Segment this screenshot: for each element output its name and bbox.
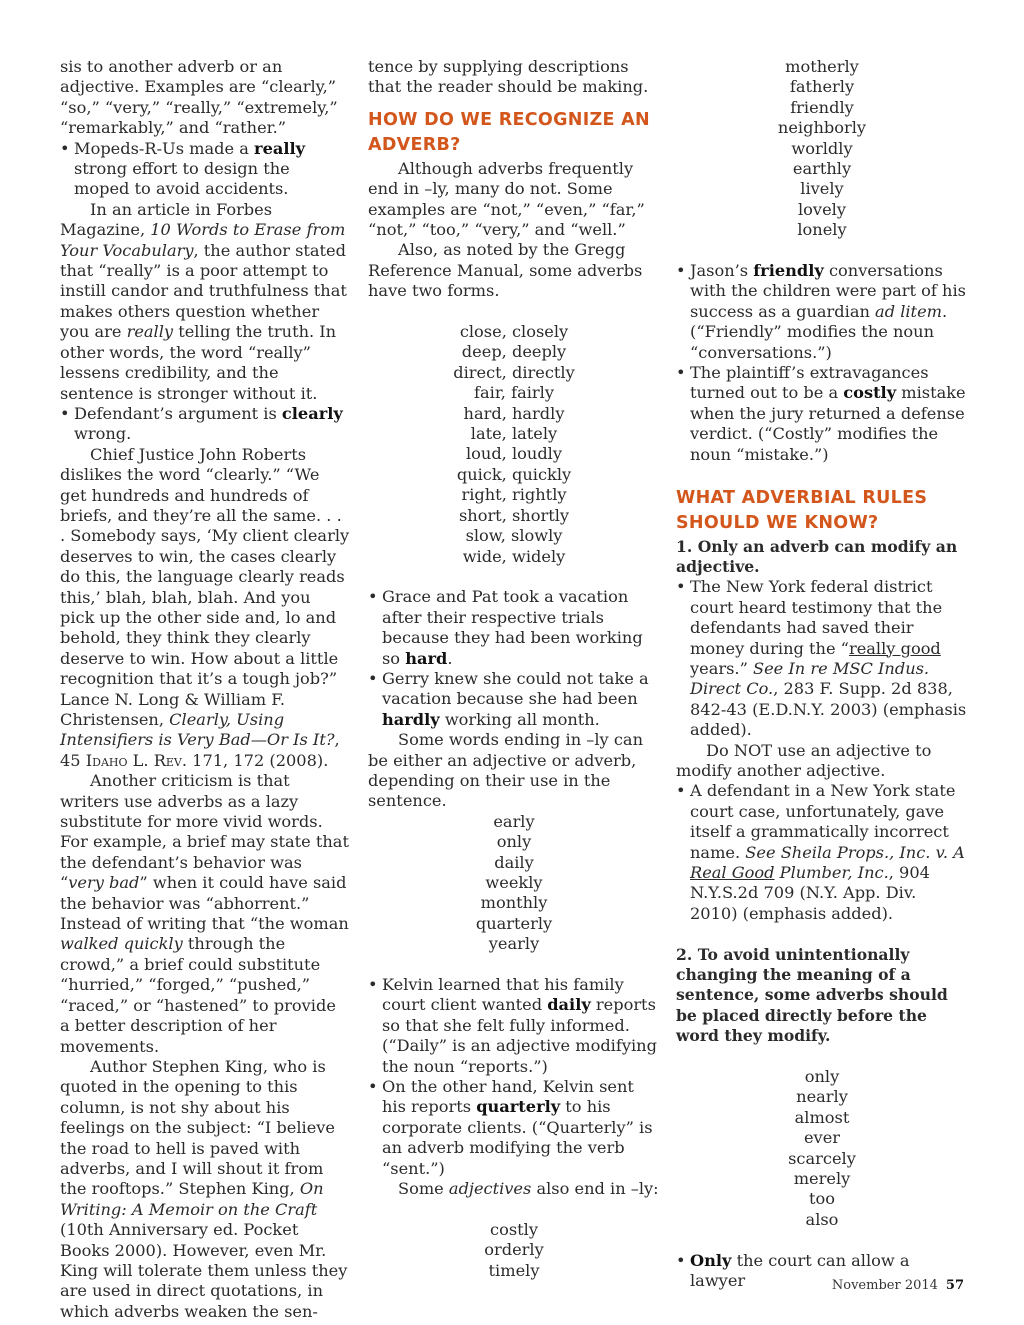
paragraph: Author Stephen King, who is quoted in the opening to this column, is not shy about his feelings on the subject: “I believe the road to hell is paved with adverbs, and I will shout it from the rooftops.” Stephen King, On Writing: A Memoir on the Craft (10th Anniversary ed. Pocket Books 2000). However, even Mr. King will tolerate them unless they are used in direct quotations, in which adverbs weaken the sen- [60, 1056, 348, 1321]
list-item: right, rightly [461, 485, 567, 505]
list-item: short, shortly [458, 505, 570, 525]
list-item: merely [793, 1169, 851, 1189]
list-item: fair, fairly [474, 383, 554, 403]
column-2 [368, 57, 660, 1281]
list-item: early [493, 811, 535, 831]
list-item: timely [488, 1260, 540, 1280]
paragraph: sis to another adverb or an adjective. Examples are “clearly,” “so,” “very,” “really,” “extremely,” “remarkably,” and “rather.” [60, 57, 338, 138]
paragraph: In an article in Forbes Magazine, 10 Words to Erase from Your Vocabulary, the author stated that “really” is a poor attempt to instill candor and truthfulness that makes others question whether you are really telling the truth. In other words, the word “really” lessens credibility, and the sentence is stronger without it. [60, 199, 347, 403]
issue-date: November 2014 [831, 1278, 938, 1293]
bullet-example: • Gerry knew she could not take a vacation because she had been hardly working all month. [368, 669, 660, 730]
list-item: late, lately [470, 424, 558, 444]
list-item: only [804, 1067, 840, 1087]
list-item: nearly [796, 1087, 848, 1107]
list-item: wide, widely [462, 546, 566, 566]
bullet-example: • A defendant in a New York state court case, unfortunately, gave itself a grammatically incorrect name. See Sheila Props., Inc. v. A Real Good Plumber, Inc., 904 N.Y.S.2d 709 (N.Y. App. Div. 2010) (emphasis added). [676, 781, 968, 924]
list-item: hard, hardly [463, 403, 565, 423]
bullet-example: • Defendant’s argument is clearly wrong. [60, 404, 350, 445]
bullet-example: • The New York federal district court heard testimony that the defendants had saved their money during the “really good years.” See In re MSC Indus. Direct Co., 283 F. Supp. 2d 838, 842-43 (E.D.N.Y. 2003) (emphasis added). [676, 577, 968, 740]
adjective-list [676, 57, 968, 241]
list-item: close, closely [459, 322, 569, 342]
list-item: quick, quickly [456, 464, 572, 484]
list-item: motherly [785, 57, 859, 76]
page-footer [832, 1276, 964, 1296]
ly-words-list [368, 812, 660, 955]
list-item: almost [794, 1107, 850, 1127]
list-item: lonely [797, 220, 847, 240]
list-item: fatherly [789, 77, 855, 97]
bullet-example: • On the other hand, Kelvin sent his reports quarterly to his corporate clients. (“Quarterly” is an adverb modifying the verb “sent.”) [368, 1077, 660, 1179]
list-item: yearly [488, 934, 540, 954]
list-item: orderly [484, 1240, 544, 1260]
list-item: monthly [480, 893, 548, 913]
list-item: direct, directly [453, 362, 575, 382]
paragraph: Another criticism is that writers use adverbs as a lazy substitute for more vivid words. For example, a brief may state that the defendant’s behavior was “very bad” when it could have said the behavior was “abhorrent.” Instead of writing that “the woman walked quickly through the crowd,” a brief could substitute “hurried,” “forged,” “pushed,” “raced,” or “hastened” to provide a better description of her movements. [60, 771, 349, 1056]
bullet-example: • Only the court can allow a lawyer [676, 1251, 968, 1292]
list-item: weekly [485, 873, 543, 892]
list-item: also [805, 1209, 839, 1229]
list-item: costly [490, 1219, 538, 1239]
bullet-example: • Kelvin learned that his family court client wanted daily reports so that she felt fully informed. (“Daily” is an adjective modifying the noun “reports.”) [368, 975, 660, 1077]
page-number: 57 [945, 1278, 964, 1293]
list-item: earthly [792, 159, 852, 179]
list-item: worldly [791, 138, 853, 158]
adjective-list [368, 1220, 660, 1281]
paragraph: Although adverbs frequently end in –ly, many do not. Some examples are “not,” “even,” “far,” “not,” “too,” “very,” and “well.” [368, 158, 645, 240]
list-item: lively [800, 179, 844, 199]
list-item: scarcely [788, 1148, 856, 1168]
adverb-pairs-list [368, 322, 660, 567]
section-heading: WHAT ADVERBIAL RULES SHOULD WE KNOW? [676, 487, 928, 533]
list-item: lovely [798, 199, 846, 219]
column-3 [676, 57, 968, 1291]
list-item: quarterly [475, 913, 553, 933]
paragraph: Some adjectives also end in –ly: [398, 1179, 659, 1199]
list-item: too [809, 1189, 835, 1209]
rule-heading: 1. Only an adverb can modify an adjective. [676, 536, 958, 576]
list-item: loud, loudly [465, 444, 563, 464]
section-heading: HOW DO WE RECOGNIZE AN ADVERB? [368, 109, 650, 156]
list-item: deep, deeply [461, 342, 567, 362]
bullet-example: • Jason’s friendly conversations with the children were part of his success as a guardian ad litem. (“Friendly” modifies the noun “conversations.”) [676, 261, 968, 363]
paragraph: tence by supplying descriptions that the reader should be making. [368, 57, 649, 97]
paragraph: Do NOT use an adjective to modify another adjective. [676, 740, 932, 780]
list-item: friendly [790, 97, 854, 117]
bullet-example: • Mopeds-R-Us made a really strong effort to design the moped to avoid accidents. [60, 139, 350, 200]
list-item: ever [803, 1128, 841, 1148]
paragraph: Also, as noted by the Gregg Reference Manual, some adverbs have two forms. [368, 240, 643, 301]
bullet-example: • Grace and Pat took a vacation after their respective trials because they had been working so hard. [368, 587, 660, 669]
paragraph: Some words ending in –ly can be either an adjective or adverb, depending on their use in the sentence. [368, 730, 643, 811]
bullet-example: • The plaintiff’s extravagances turned out to be a costly mistake when the jury returned a defense verdict. (“Costly” modifies the noun “mistake.”) [676, 363, 968, 465]
list-item: slow, slowly [465, 526, 563, 546]
list-item: only [496, 832, 532, 852]
list-item: neighborly [777, 118, 867, 138]
rule-heading: 2. To avoid unintentionally changing the meaning of a sentence, some adverbs should be placed directly before the word they modify. [676, 944, 948, 1046]
placement-adverb-list [676, 1067, 968, 1230]
column-1 [60, 57, 350, 1322]
list-item: daily [494, 852, 534, 872]
paragraph: Chief Justice John Roberts dislikes the word “clearly.” “We get hundreds and hundreds of briefs, and they’re all the same. . . . Somebody says, ‘My client clearly deserves to win, the cases clearly do this, the language clearly reads this,’ blah, blah, blah. And you pick up the other side and, lo and behold, they think they clearly deserve to win. How about a little recognition that it’s a tough job?” Lance N. Long & William F. Christensen, Clearly, Using Intensifiers is Very Bad—Or Is It?, 45 Idaho L. Rev. 171, 172 (2008). [60, 444, 350, 770]
